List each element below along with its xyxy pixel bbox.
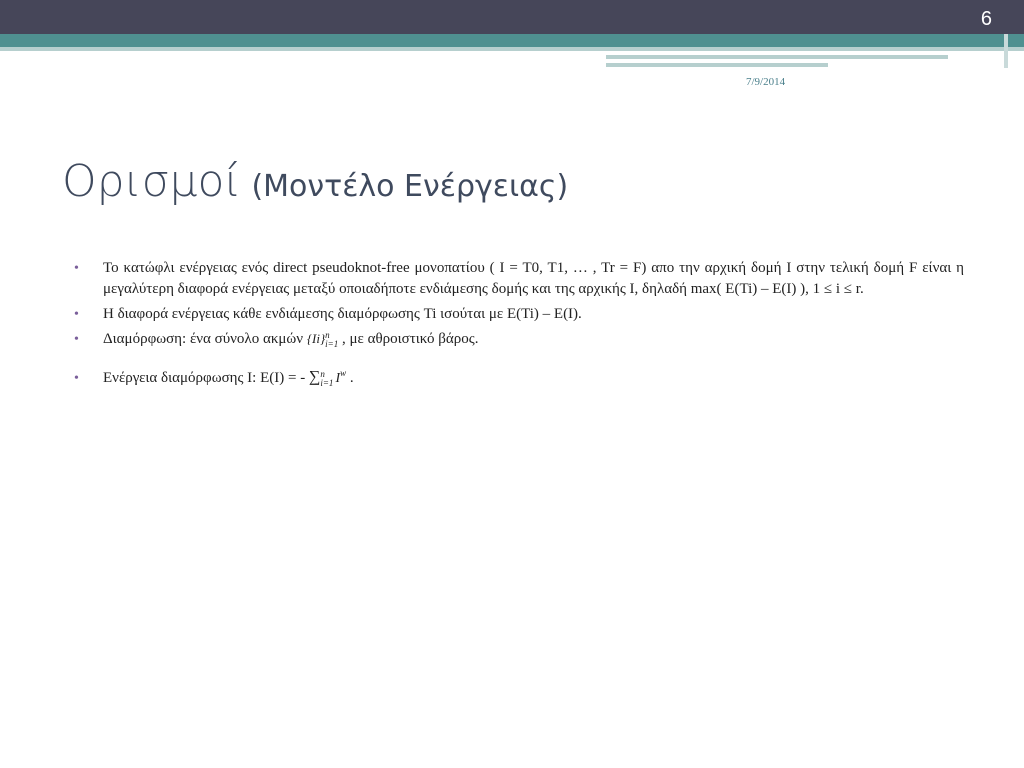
bullet-text-4-suffix: . xyxy=(349,370,354,386)
decor-line-1 xyxy=(606,55,948,59)
set-formula xyxy=(307,331,338,349)
bullet-item-3 xyxy=(74,329,964,350)
sum-term-sup: w xyxy=(340,368,347,379)
decor-line-2 xyxy=(606,63,828,67)
sum-sup: n xyxy=(320,368,325,379)
set-formula-sub: i=1 xyxy=(325,338,339,349)
bullet-text-3-prefix: Διαμόρφωση: ένα σύνολο ακμών xyxy=(103,331,304,347)
slide-date: 7/9/2014 xyxy=(746,76,786,88)
sum-sub: i=1 xyxy=(320,377,334,388)
set-formula-base: {Ii} xyxy=(306,330,326,346)
bullet-item-1 xyxy=(74,258,964,300)
bullet-text-2: Η διαφορά ενέργειας κάθε ενδιάμεσης διαμόρφωσης Ti ισούται με E(Ti) – E(I). xyxy=(103,306,582,322)
bullet-text-3-suffix: , με αθροιστικό βάρος. xyxy=(342,331,479,347)
bullet-text-4-prefix: Ενέργεια διαμόρφωσης I: E(I) = - xyxy=(103,370,306,386)
decor-strip-right xyxy=(1004,34,1008,68)
bullet-dot-icon: • xyxy=(74,307,79,322)
top-bar xyxy=(0,0,1024,34)
page-title xyxy=(62,156,568,207)
teal-band xyxy=(0,34,1024,47)
set-formula-sup: n xyxy=(325,329,330,340)
sum-symbol: ∑ xyxy=(308,368,321,386)
title-sub: (Μοντέλο Ενέργειας) xyxy=(251,169,569,204)
bullet-dot-icon: • xyxy=(74,261,79,276)
teal-band-light xyxy=(0,47,1024,51)
bullet-item-2 xyxy=(74,304,964,325)
bullet-dot-icon: • xyxy=(74,371,79,386)
slide-number: 6 xyxy=(980,8,992,30)
title-main: Ορισμοί xyxy=(62,156,242,207)
bullet-item-4 xyxy=(74,368,964,389)
bullet-text-1: Το κατώφλι ενέργειας ενός direct pseudoknot-free μονοπατίου ( I = T0, T1, … , Tr = F) απο την αρχική δομή I στην τελική δομή F είναι η μεγαλύτερη διαφορά ενέργειας μεταξύ οποιαδήποτε ενδιάμεσης δομής και της αρχικής I, δηλαδή max( E(Ti) – E(I) ), 1 ≤ i ≤ r. xyxy=(103,260,964,297)
bullet-list xyxy=(74,258,964,393)
bullet-dot-icon: • xyxy=(74,332,79,347)
sum-formula xyxy=(309,369,346,387)
sum-term: I xyxy=(335,370,341,386)
